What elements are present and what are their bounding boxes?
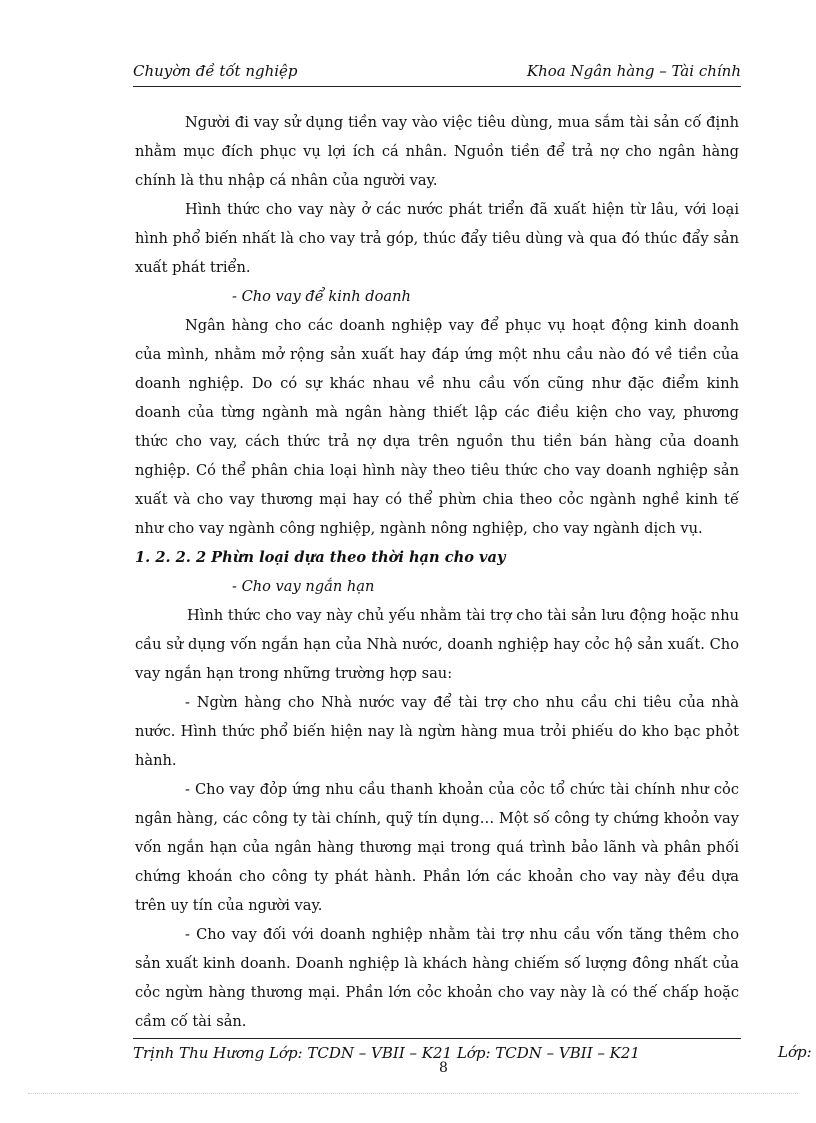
page-header <box>133 58 741 87</box>
paragraph-7: - Cho vay đối với doanh nghiệp nhằm tài trợ nhu cầu vốn tăng thêm cho sản xuất kinh doanh. Doanh nghiệp là khách hàng chiếm số lượng đông nhất của cỏc ngừn hàng thương mại. Phần lớn cỏc khoản cho vay này là có thế chấp hoặc cầm cố tài sản. <box>135 926 739 1030</box>
section-title: 1. 2. 2. 2 Phừn loại dựa theo thời hạn cho vay <box>135 549 506 566</box>
paragraph-2: Hình thức cho vay này ở các nước phát triển đã xuất hiện từ lâu, với loại hình phổ biến nhất là cho vay trả góp, thúc đẩy tiêu dùng và qua đó thúc đẩy sản xuất phát triển. <box>135 201 739 276</box>
body-text <box>135 108 739 1036</box>
paragraph-3: Ngân hàng cho các doanh nghiệp vay để phục vụ hoạt động kinh doanh của mình, nhằm mở rộng sản xuất hay đáp ứng một nhu cầu nào đó về tiền của doanh nghiệp. Do có sự khác nhau về nhu cầu vốn cũng như đặc điểm kinh doanh của từng ngành mà ngân hàng thiết lập các điều kiện cho vay, phương thức cho vay, cách thức trả nợ dựa trên nguồn thu tiền bán hàng của doanh nghiệp. Có thể phân chia loại hình này theo tiêu thức cho vay doanh nghiệp sản xuất và cho vay thương mại hay có thể phừn chia theo cỏc ngành nghề kinh tế như cho vay ngành công nghiệp, ngành nông nghiệp, cho vay ngành dịch vụ. <box>135 317 739 537</box>
page-footer <box>133 1038 741 1076</box>
subheading-business-loans: - Cho vay để kinh doanh <box>232 288 411 305</box>
header-left-title: Chuyờn đề tốt nghiệp <box>133 62 298 80</box>
page-bottom-divider <box>28 1093 798 1094</box>
subheading-short-term: - Cho vay ngắn hạn <box>232 578 375 595</box>
header-right-title: Khoa Ngân hàng – Tài chính <box>526 62 741 80</box>
paragraph-6: - Cho vay đỏp ứng nhu cầu thanh khoản của cỏc tổ chức tài chính như cỏc ngân hàng, các công ty tài chính, quỹ tín dụng… Một số công ty chứng khoỏn vay vốn ngắn hạn của ngân hàng thương mại trong quá trình bảo lãnh và phân phối chứng khoán cho công ty phát hành. Phần lớn các khoản cho vay này đều dựa trên uy tín của người vay. <box>135 781 739 914</box>
footer-author-info: Trịnh Thu Hương Lớp: TCDN – VBII – K21 Lớp: TCDN – VBII – K21 <box>133 1044 640 1062</box>
paragraph-1: Người đi vay sử dụng tiền vay vào việc tiêu dùng, mua sắm tài sản cố định nhằm mục đích phục vụ lợi ích cá nhân. Nguồn tiền để trả nợ cho ngân hàng chính là thu nhập cá nhân của người vay. <box>135 114 739 189</box>
paragraph-5: - Ngừn hàng cho Nhà nước vay để tài trợ cho nhu cầu chi tiêu của nhà nước. Hình thức phổ biến hiện nay là ngừn hàng mua trỏi phiếu do kho bạc phỏt hành. <box>135 694 739 769</box>
footer-extra-label: Lớp: <box>778 1043 812 1061</box>
paragraph-4: Hình thức cho vay này chủ yếu nhằm tài trợ cho tài sản lưu động hoặc nhu cầu sử dụng vốn ngắn hạn của Nhà nước, doanh nghiệp hay cỏc hộ sản xuất. Cho vay ngắn hạn trong những trường hợp sau: <box>135 607 739 682</box>
page-number: 8 <box>439 1060 448 1076</box>
